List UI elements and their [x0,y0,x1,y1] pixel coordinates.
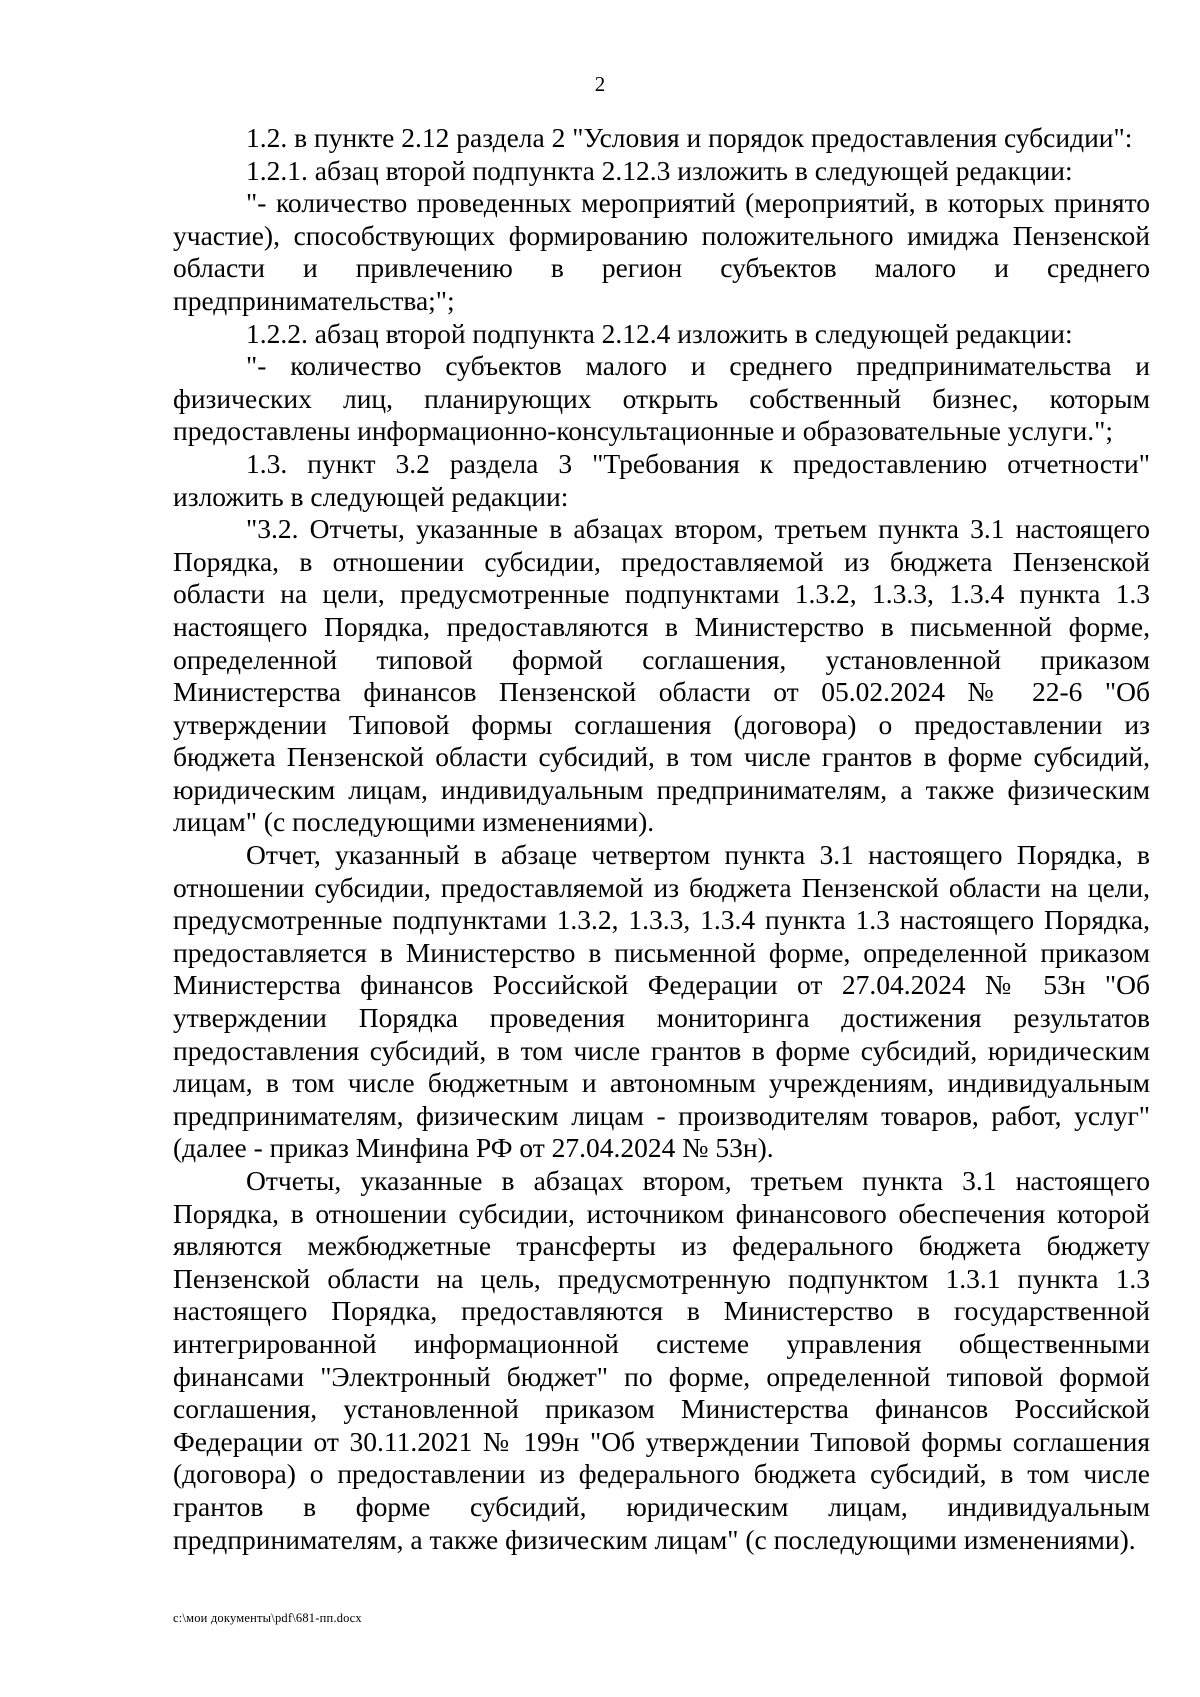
paragraph-1-2-2-text: "- количество субъектов малого и среднего предпринимательства и физических лиц, планирующих открыть собственный бизнес, которым предоставлены информационно-консультационные и образовательные услуги."; [173,350,1150,447]
paragraph-reports-federal: Отчеты, указанные в абзацах втором, третьем пункта 3.1 настоящего Порядка, в отношении субсидии, источником финансового обеспечения которой являются межбюджетные трансферты из федерального бюджета бюджету Пензенской области на цель, предусмотренную подпунктом 1.3.1 пункта 1.3 настоящего Порядка, предоставляются в Министерство в государственной интегрированной информационной системе управления общественными финансами "Электронный бюджет" по форме, определенной типовой формой соглашения, установленной приказом Министерства финансов Российской Федерации от 30.11.2021 № 199н "Об утверждении Типовой формы соглашения (договора) о предоставлении из федерального бюджета субсидий, в том числе грантов в форме субсидий, юридическим лицам, индивидуальным предпринимателям, а также физическим лицам" (с последующими изменениями). [173,1165,1150,1555]
paragraph-1-3: 1.3. пункт 3.2 раздела 3 "Требования к предоставлению отчетности" изложить в следующей редакции: [173,447,1150,512]
file-path-footer: c:\мои документы\pdf\681-пп.docx [173,1611,362,1625]
paragraph-1-2-1-text: "- количество проведенных мероприятий (мероприятий, в которых принято участие), способствующих формированию положительного имиджа Пензенской области и привлечению в регион субъектов малого и среднего предпринимательства;"; [173,187,1150,316]
paragraph-3-2: "3.2. Отчеты, указанные в абзацах втором, третьем пункта 3.1 настоящего Порядка, в отношении субсидии, предоставляемой из бюджета Пензенской области на цели, предусмотренные подпунктами 1.3.2, 1.3.3, 1.3.4 пункта 1.3 настоящего Порядка, предоставляются в Министерство в письменной форме, определенной типовой формой соглашения, установленной приказом Министерства финансов Пензенской области от 05.02.2024 № 22-6 "Об утверждении Типовой формы соглашения (договора) о предоставлении из бюджета Пензенской области субсидий, в том числе грантов в форме субсидий, юридическим лицам, индивидуальным предпринимателям, а также физическим лицам" (с последующими изменениями). [173,513,1150,838]
page-number: 2 [594,72,606,96]
paragraph-1-2-2: 1.2.2. абзац второй подпункта 2.12.4 изложить в следующей редакции: [246,317,1073,349]
document-body [173,122,1150,1556]
paragraph-1-2-1: 1.2.1. абзац второй подпункта 2.12.3 изложить в следующей редакции: [246,154,1073,186]
paragraph-1-2: 1.2. в пункте 2.12 раздела 2 "Условия и порядок предоставления субсидии": [246,122,1133,153]
paragraph-report-monitoring: Отчет, указанный в абзаце четвертом пункта 3.1 настоящего Порядка, в отношении субсидии, предоставляемой из бюджета Пензенской области на цели, предусмотренные подпунктами 1.3.2, 1.3.3, 1.3.4 пункта 1.3 настоящего Порядка, предоставляется в Министерство в письменной форме, определенной приказом Министерства финансов Российской Федерации от 27.04.2024 № 53н "Об утверждении Порядка проведения мониторинга достижения результатов предоставления субсидий, в том числе грантов в форме субсидий, юридическим лицам, в том числе бюджетным и автономным учреждениям, индивидуальным предпринимателям, физическим лицам - производителям товаров, работ, услуг" (далее - приказ Минфина РФ от 27.04.2024 № 53н). [173,839,1150,1164]
